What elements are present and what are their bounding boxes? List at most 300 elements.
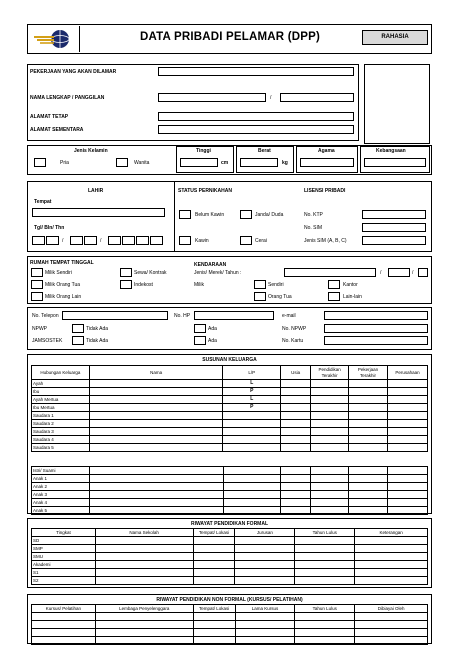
widow-label: Janda/ Duda [255,212,284,218]
formal-detail-cell[interactable] [193,553,235,561]
family-detail-cell[interactable] [281,475,311,483]
level-cell: S2 [32,577,96,585]
nonformal-col-header: Tahun Lulus [295,605,355,613]
jamsostek-exists-label: Ada [208,338,217,344]
boarding-checkbox[interactable] [120,280,132,289]
family-name-cell[interactable] [89,404,223,412]
weight-label: Berat [258,148,271,154]
formal-detail-cell[interactable] [295,537,355,545]
family-detail-cell[interactable] [349,507,388,515]
family-detail-cell[interactable] [281,404,311,412]
family-col-header: Pendidikan Terakhir [311,366,349,380]
family-detail-cell[interactable] [388,396,428,404]
family-detail-cell[interactable] [311,428,349,436]
family-detail-cell[interactable] [388,444,428,452]
family-detail-cell[interactable] [281,499,311,507]
table-row [32,467,428,475]
family-name-cell[interactable] [89,444,223,452]
phone-input[interactable] [62,311,168,320]
table-row [32,613,428,621]
marital-label: STATUS PERNIKAHAN [178,188,232,194]
gender-label: Jenis Kelamin [74,148,108,154]
formal-detail-cell[interactable] [355,577,428,585]
nonformal-detail-cell[interactable] [32,629,96,637]
birth-divider [174,181,175,252]
job-label: PEKERJAAN YANG AKAN DILAMAR [30,69,117,75]
family-detail-cell[interactable] [281,428,311,436]
birth-year-input-2[interactable] [122,236,135,245]
formal-detail-cell[interactable] [95,561,193,569]
name-slash: / [270,95,272,101]
table-row [32,491,428,499]
table-row [32,637,428,645]
family-detail-cell[interactable] [388,491,428,499]
own-home-checkbox[interactable] [31,268,43,277]
religion-input[interactable] [300,158,354,167]
height-label: Tinggi [196,148,211,154]
table-row [32,483,428,491]
family-name-cell[interactable] [89,491,223,499]
level-cell: S1 [32,569,96,577]
family-detail-cell[interactable] [311,388,349,396]
sim-label: No. SIM [304,225,323,231]
family-detail-cell[interactable] [311,436,349,444]
npwp-no-input[interactable] [324,324,428,333]
weight-input[interactable] [240,158,278,167]
weight-unit: kg [282,160,288,166]
vehicle-parent-checkbox[interactable] [254,292,266,301]
own-home-label: Milik Sendiri [45,270,72,276]
confidential-label: RAHASIA [381,34,409,40]
gender-cell[interactable] [223,444,281,452]
nonformal-col-header: Kursus/ Pelatihan [32,605,96,613]
family-detail-cell[interactable] [388,404,428,412]
vehicle-owner-label: Milik [194,282,204,288]
family-col-header: Usia [281,366,311,380]
npwp-exists-checkbox[interactable] [194,324,206,333]
rent-checkbox[interactable] [120,268,132,277]
family-detail-cell[interactable] [281,412,311,420]
relation-cell: Istri/ Suami [32,467,90,475]
family-detail-cell[interactable] [388,420,428,428]
formal-detail-cell[interactable] [295,561,355,569]
nationality-label: Kebangsaan [376,148,406,154]
family-detail-cell[interactable] [388,436,428,444]
family-name-cell[interactable] [89,396,223,404]
relation-cell: Ibu Mertua [32,404,90,412]
family-detail-cell[interactable] [388,428,428,436]
parents-home-label: Milik Orang Tua [45,282,81,288]
relation-cell: Saudara 5 [32,444,90,452]
family-detail-cell[interactable] [388,380,428,388]
relation-cell: Saudara 2 [32,420,90,428]
sim-type-input[interactable] [362,236,426,245]
gender-cell[interactable] [223,436,281,444]
relation-cell: Anak 5 [32,507,90,515]
vehicle-type-input[interactable] [284,268,376,277]
gender-cell[interactable]: L [223,396,281,404]
birth-month-input[interactable] [70,236,83,245]
full-name-input[interactable] [158,93,266,102]
family-detail-cell[interactable] [349,467,388,475]
formal-detail-cell[interactable] [295,545,355,553]
formal-detail-cell[interactable] [355,553,428,561]
family-detail-cell[interactable] [311,380,349,388]
license-label: LISENSI PRIBADI [304,188,346,194]
family-name-cell[interactable] [89,475,223,483]
table-row [32,577,428,585]
formal-detail-cell[interactable] [193,545,235,553]
formal-detail-cell[interactable] [193,561,235,569]
family-detail-cell[interactable] [349,428,388,436]
table-row [32,561,428,569]
nonformal-col-header: Lembaga Penyelenggara [95,605,193,613]
nonformal-detail-cell[interactable] [295,637,355,645]
formal-detail-cell[interactable] [235,537,295,545]
formal-detail-cell[interactable] [295,569,355,577]
formal-detail-cell[interactable] [355,569,428,577]
vehicle-others-checkbox[interactable] [328,292,340,301]
birth-month-input-2[interactable] [84,236,97,245]
table-row [32,499,428,507]
family-name-cell[interactable] [89,436,223,444]
nonformal-detail-cell[interactable] [235,629,295,637]
family-detail-cell[interactable] [349,388,388,396]
nonformal-col-header: Dibiayai Oleh [355,605,428,613]
others-home-checkbox[interactable] [31,292,43,301]
sim-type-label: Jenis SIM (A, B, C) [304,238,347,244]
nonformal-detail-cell[interactable] [193,629,235,637]
birth-day-input[interactable] [32,236,45,245]
formal-edu-table [31,528,428,585]
family-name-cell[interactable] [89,412,223,420]
formal-detail-cell[interactable] [355,545,428,553]
widow-checkbox[interactable] [240,210,252,219]
family-detail-cell[interactable] [311,420,349,428]
divorced-checkbox[interactable] [240,236,252,245]
family-detail-cell[interactable] [349,444,388,452]
family-detail-cell[interactable] [281,467,311,475]
job-input[interactable] [158,67,354,76]
family-detail-cell[interactable] [349,420,388,428]
jamsostek-exists-checkbox[interactable] [194,336,206,345]
address-label: ALAMAT TETAP [30,114,69,120]
gender-cell[interactable]: P [223,404,281,412]
nonformal-detail-cell[interactable] [32,637,96,645]
rent-label: Sewa/ Kontrak [134,270,167,276]
nonformal-detail-cell[interactable] [32,613,96,621]
family-name-cell[interactable] [89,483,223,491]
table-row [32,428,428,436]
table-row [32,545,428,553]
npwp-no-label: No. NPWP [282,326,307,332]
relation-cell: Ayah Mertua [32,396,90,404]
gender-cell[interactable] [223,483,281,491]
family-detail-cell[interactable] [388,475,428,483]
jamsostek-none-checkbox[interactable] [72,336,84,345]
page-title: DATA PRIBADI PELAMAR (DPP) [139,31,321,43]
family-detail-cell[interactable] [311,507,349,515]
formal-col-header: Tingkat [32,529,96,537]
formal-detail-cell[interactable] [193,577,235,585]
family-detail-cell[interactable] [388,467,428,475]
family-detail-cell[interactable] [281,491,311,499]
formal-col-header: Tempat/ Lokasi [193,529,235,537]
birth-year-input[interactable] [108,236,121,245]
formal-detail-cell[interactable] [95,577,193,585]
gender-cell[interactable] [223,428,281,436]
family-detail-cell[interactable] [388,499,428,507]
gender-cell[interactable] [223,420,281,428]
npwp-none-checkbox[interactable] [72,324,84,333]
single-checkbox[interactable] [179,210,191,219]
nonformal-detail-cell[interactable] [95,637,193,645]
female-label: Wanita [134,160,150,166]
vehicle-brand-input[interactable] [388,268,410,277]
vehicle-label: KENDARAAN [194,262,227,268]
residence-label: RUMAH TEMPAT TINGGAL [30,260,94,266]
family-detail-cell[interactable] [349,404,388,412]
family-detail-cell[interactable] [281,388,311,396]
family-detail-cell[interactable] [349,396,388,404]
gender-cell[interactable]: P [223,388,281,396]
family-detail-cell[interactable] [281,436,311,444]
family-detail-cell[interactable] [281,507,311,515]
nonformal-edu-title: RIWAYAT PENDIDIKAN NON FORMAL (KURSUS/ PELATIHAN) [156,597,303,603]
nonformal-detail-cell[interactable] [235,613,295,621]
jamsostek-label: JAMSOSTEK [32,338,63,344]
address-input[interactable] [158,112,354,121]
family-col-header: L/P [223,366,281,380]
nonformal-detail-cell[interactable] [235,637,295,645]
ktp-input[interactable] [362,210,426,219]
formal-detail-cell[interactable] [95,537,193,545]
nickname-input[interactable] [280,93,354,102]
temp-address-input[interactable] [158,125,354,134]
table-row [32,388,428,396]
table-row [32,444,428,452]
vehicle-office-checkbox[interactable] [328,280,340,289]
relation-cell: Anak 1 [32,475,90,483]
gender-cell[interactable] [223,412,281,420]
photo-box[interactable] [364,64,430,144]
nonformal-col-header: Tempat/ Lokasi [193,605,235,613]
family-detail-cell[interactable] [311,444,349,452]
table-row [32,396,428,404]
married-checkbox[interactable] [179,236,191,245]
hp-input[interactable] [194,311,274,320]
family-detail-cell[interactable] [311,483,349,491]
nonformal-detail-cell[interactable] [32,621,96,629]
family-col-header: Pekerjaan Terakhir [349,366,388,380]
family-name-cell[interactable] [89,388,223,396]
male-checkbox[interactable] [34,158,46,167]
gender-cell[interactable] [223,467,281,475]
npwp-exists-label: Ada [208,326,217,332]
family-detail-cell[interactable] [311,396,349,404]
relation-cell: Anak 4 [32,499,90,507]
formal-detail-cell[interactable] [235,561,295,569]
nonformal-detail-cell[interactable] [295,621,355,629]
family-detail-cell[interactable] [311,499,349,507]
family-detail-cell[interactable] [388,507,428,515]
nonformal-detail-cell[interactable] [95,629,193,637]
vehicle-self-checkbox[interactable] [254,280,266,289]
vehicle-self-label: Sendiri [268,282,284,288]
nonformal-col-header: Lama Kursus [235,605,295,613]
family-name-cell[interactable] [89,420,223,428]
family-detail-cell[interactable] [349,475,388,483]
birth-year-input-3[interactable] [136,236,149,245]
date-slash-2: / [100,238,102,244]
formal-detail-cell[interactable] [95,569,193,577]
npwp-none-label: Tidak Ada [86,326,109,332]
female-checkbox[interactable] [116,158,128,167]
nonformal-detail-cell[interactable] [193,621,235,629]
family-detail-cell[interactable] [349,483,388,491]
vehicle-others-label: Lain-lain [343,294,362,300]
level-cell: SD [32,537,96,545]
relation-cell: Anak 3 [32,491,90,499]
family-detail-cell[interactable] [311,491,349,499]
email-input[interactable] [324,311,428,320]
family-detail-cell[interactable] [281,483,311,491]
gender-cell[interactable] [223,475,281,483]
family-detail-cell[interactable] [281,420,311,428]
formal-detail-cell[interactable] [235,553,295,561]
formal-detail-cell[interactable] [95,545,193,553]
family-detail-cell[interactable] [388,412,428,420]
birth-year-input-4[interactable] [150,236,163,245]
family-detail-cell[interactable] [311,467,349,475]
formal-detail-cell[interactable] [193,537,235,545]
formal-detail-cell[interactable] [95,553,193,561]
sim-input[interactable] [362,223,426,232]
relation-cell: Saudara 3 [32,428,90,436]
birth-place-input[interactable] [32,208,165,217]
family-detail-cell[interactable] [349,412,388,420]
jamsostek-none-label: Tidak Ada [86,338,109,344]
male-label: Pria [60,160,69,166]
nonformal-detail-cell[interactable] [193,637,235,645]
height-unit: cm [221,160,229,166]
family-detail-cell[interactable] [349,499,388,507]
family-detail-cell[interactable] [281,380,311,388]
nonformal-detail-cell[interactable] [95,621,193,629]
formal-detail-cell[interactable] [235,577,295,585]
globe-logo-icon [30,26,74,52]
card-no-label: No. Kartu [282,338,304,344]
level-cell: SMU [32,553,96,561]
gender-cell[interactable] [223,507,281,515]
relation-cell: Saudara 1 [32,412,90,420]
others-home-label: Milik Orang Lain [45,294,82,300]
company-logo [30,26,80,52]
nonformal-detail-cell[interactable] [95,613,193,621]
family-detail-cell[interactable] [388,483,428,491]
name-label: NAMA LENGKAP / PANGGILAN [30,95,105,101]
birth-date-label: Tgl/ Bln/ Thn [34,225,65,231]
family-detail-cell[interactable] [281,396,311,404]
table-row [32,420,428,428]
formal-detail-cell[interactable] [235,569,295,577]
family-name-cell[interactable] [89,467,223,475]
formal-col-header: Tahun Lulus [295,529,355,537]
nonformal-detail-cell[interactable] [355,621,428,629]
card-no-input[interactable] [324,336,428,345]
level-cell: SMP [32,545,96,553]
gender-cell[interactable] [223,491,281,499]
birth-day-input-2[interactable] [46,236,59,245]
formal-detail-cell[interactable] [295,553,355,561]
formal-detail-cell[interactable] [193,569,235,577]
family-name-cell[interactable] [89,428,223,436]
family-detail-cell[interactable] [349,491,388,499]
family-name-cell[interactable] [89,499,223,507]
nonformal-detail-cell[interactable] [295,613,355,621]
formal-detail-cell[interactable] [355,561,428,569]
family-detail-cell[interactable] [311,412,349,420]
hp-label: No. HP [174,313,191,319]
formal-detail-cell[interactable] [295,577,355,585]
married-label: Kawin [195,238,209,244]
vehicle-year-input[interactable] [418,268,428,277]
single-label: Belum Kawin [195,212,225,218]
gender-cell[interactable]: L [223,380,281,388]
family-detail-cell[interactable] [311,475,349,483]
nonformal-detail-cell[interactable] [355,613,428,621]
nationality-input[interactable] [364,158,426,167]
phone-label: No. Telepon [32,313,59,319]
family-name-cell[interactable] [89,380,223,388]
family-detail-cell[interactable] [281,444,311,452]
nonformal-detail-cell[interactable] [355,629,428,637]
family-title: SUSUNAN KELUARGA [202,357,257,363]
height-input[interactable] [180,158,218,167]
religion-label: Agama [318,148,335,154]
table-row [32,569,428,577]
family-name-cell[interactable] [89,507,223,515]
family-detail-cell[interactable] [349,380,388,388]
nonformal-detail-cell[interactable] [235,621,295,629]
vehicle-parent-label: Orang Tua [268,294,292,300]
ktp-label: No. KTP [304,212,323,218]
gender-cell[interactable] [223,499,281,507]
family-detail-cell[interactable] [349,436,388,444]
parents-home-checkbox[interactable] [31,280,43,289]
family-detail-cell[interactable] [311,404,349,412]
relation-cell: Anak 2 [32,483,90,491]
date-slash-1: / [62,238,64,244]
nonformal-detail-cell[interactable] [295,629,355,637]
vehicle-slash-2: / [412,270,414,276]
birth-place-label: Tempat [34,199,52,205]
divorced-label: Cerai [255,238,267,244]
table-row [32,629,428,637]
relation-cell: Saudara 4 [32,436,90,444]
table-row [32,537,428,545]
formal-detail-cell[interactable] [355,537,428,545]
family-col-header: Perusahaan [388,366,428,380]
formal-detail-cell[interactable] [235,545,295,553]
formal-edu-title: RIWAYAT PENDIDIKAN FORMAL [190,521,269,527]
level-cell: Akademi [32,561,96,569]
formal-col-header: Keterangan [355,529,428,537]
nonformal-detail-cell[interactable] [355,637,428,645]
nonformal-detail-cell[interactable] [193,613,235,621]
family-detail-cell[interactable] [388,388,428,396]
relation-cell: Ibu [32,388,90,396]
